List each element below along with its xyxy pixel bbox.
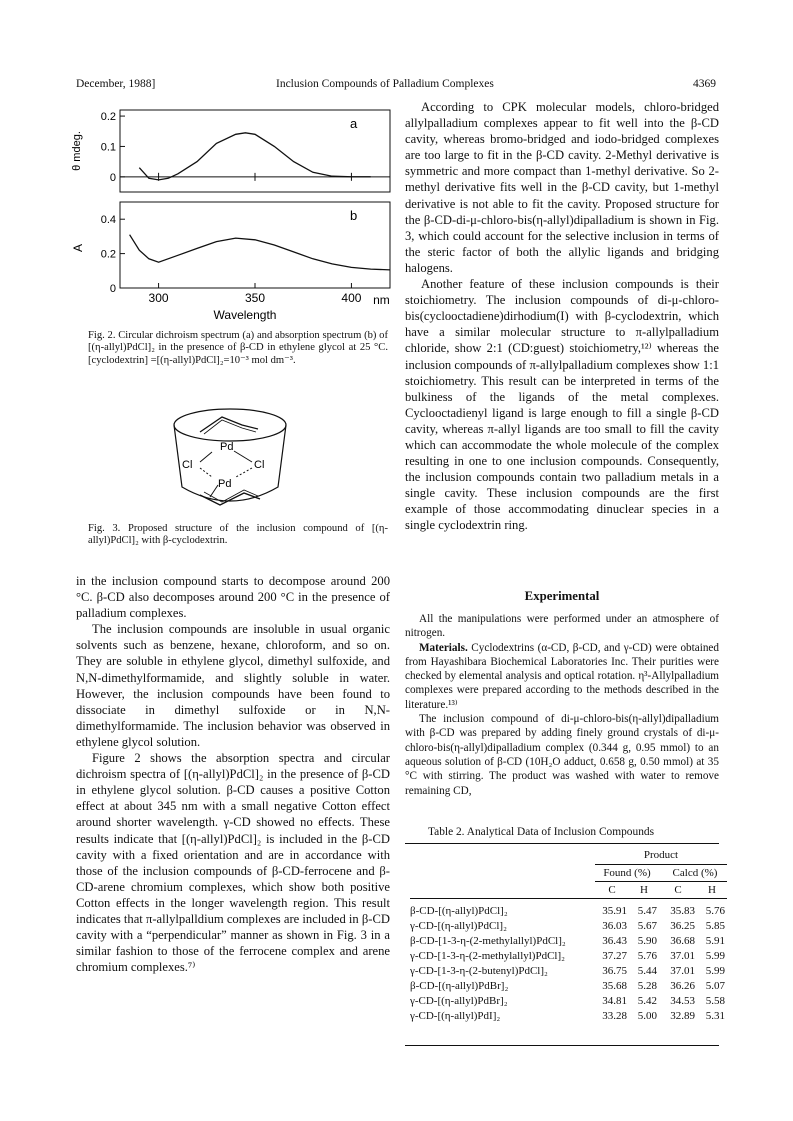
page-number: 4369 [693,78,716,90]
table-cell: 34.81 [602,994,627,1007]
paragraph: All the manipulations were performed under an atmosphere of nitrogen. [405,613,719,640]
table-cell: 37.01 [670,949,695,962]
pd-top-label: Pd [220,441,234,453]
table-cell: 37.01 [670,964,695,977]
table-cell: 5.76 [637,949,657,962]
right-column-text [405,99,719,534]
table-cell: 5.90 [637,934,657,947]
table-2 [410,847,727,1023]
col-h-found: H [640,883,648,896]
cl-left-label: Cl [182,459,193,471]
cl-right-label: Cl [254,459,265,471]
figure-3-structure [170,405,290,513]
y-axis-label: θ mdeg. [71,131,83,171]
figure-2-caption: Fig. 2. Circular dichroism spectrum (a) and absorption spectrum (b) of [(η-allyl)PdCl]₂ in the presence of β-CD in ethylene glycol at 25 °C. [cyclodextrin] =[(η-allyl)PdCl]₂=10⁻³ mol dm⁻³. [88,330,388,366]
compound-name: γ-CD-[(η-allyl)PdI]₂ [410,1009,501,1022]
col-c-found: C [608,883,616,896]
table-cell: 36.03 [602,919,627,932]
panel-label: b [350,208,358,223]
table-row [410,948,727,963]
table-row [410,918,727,933]
table-cell: 5.85 [705,919,725,932]
figure-2-spectra [60,100,400,325]
table-cell: 33.28 [602,1009,627,1022]
paragraph: Another feature of these inclusion compounds is their stoichiometry. The inclusion compounds of di-μ-chloro-bis(cyclooctadiene)dirhodium(I) with β-cyclodextrin, which have a similar molecular structure to π-allylpalladium chloride, show 2:1 (CD:guest) stoichiometry,¹²⁾ whereas the inclusion compounds of π-allylpalladium complexes show 1:1 stoichiometry. This result can be interpreted in terms of the bulkiness of the ligands of the metal complexes. Cyclooctadienyl ligand is large enough to fill a single β-CD cavity, whereas π-allyl ligands are too small to fill the cavity which can accommodate the whole molecule of the complex resulting in one to one inclusion compounds. Consequently, the inclusion compounds contain two palladium metals in a single cavity. These inclusion compounds are the first example of those accommodating dinuclear species in a single cyclodextrin ring. [405,277,719,533]
table-cell: 5.00 [637,1009,657,1022]
table-cell: 36.68 [670,934,695,947]
table-cell: 5.91 [705,934,725,947]
figure-3-caption: Fig. 3. Proposed structure of the inclusion compound of [(η-allyl)PdCl]₂ with β-cyclodextrin. [88,523,388,547]
col-c-calcd: C [674,883,682,896]
table-row [410,933,727,948]
x-unit-label: nm [373,293,390,307]
compound-name: γ-CD-[(η-allyl)PdBr]₂ [410,994,508,1007]
table-cell: 36.26 [670,979,695,992]
paragraph: The inclusion compounds are insoluble in usual organic solvents such as benzene, hexane, chloroform, and so on. They are soluble in ethylene glycol, dimethyl sulfoxide, and N,N-dimethylformamide, and slightly soluble in water. However, the inclusion compounds have been found to dissociate in dimethyl sulfoxide or in N,N-dimethylformamide. The inclusion behavior was observed in ethylene glycol solution. [76,622,390,749]
x-axis [149,283,390,322]
table-cell: 36.25 [670,919,695,932]
table-row [410,898,727,918]
table-cell: 5.76 [705,904,725,917]
table-top-rule [405,843,719,844]
table-cell: 35.68 [602,979,627,992]
table-cell: 5.58 [705,994,725,1007]
table-cell: 5.99 [705,964,725,977]
x-tick-label: 300 [148,291,169,305]
compound-name: β-CD-[1-3-η-(2-methylallyl)PdCl]₂ [410,934,566,947]
product-header: Product [595,847,727,864]
table-cell: 35.91 [602,904,627,917]
x-tick-label: 350 [244,291,266,305]
table-cell: 5.99 [705,949,725,962]
materials-label: Materials. [419,641,468,654]
paragraph: The inclusion compound of di-μ-chloro-bis(η-allyl)dipalladium with β-CD was prepared by adding finely ground crystals of di-μ-chloro-bis(η-allyl)dipalladium complex (0.344 g, 0.95 mmol) to an aqueous solution of β-CD (10H₂O adduct, 0.658 g, 0.50 mmol) at 35 °C with stirring. The product was washed with water to remove remaining CD, [405,713,719,797]
table-bottom-rule [405,1045,719,1046]
table-row [410,963,727,978]
experimental-heading: Experimental [524,589,600,603]
compound-name: β-CD-[(η-allyl)PdBr]₂ [410,979,509,992]
y-tick-label: 0 [109,171,116,184]
paragraph: According to CPK molecular models, chloro-bridged allylpalladium complexes appear to fit well into the β-CD cavity, whereas bromo-bridged and iodo-bridged complexes are too large to fit in the β-CD cavity. 2-Methyl derivative is symmetric and more compact than 1-methyl derivative. So 2-methyl derivative fits well in the β-CD cavity, but 1-methyl derivative is not able to fit the cavity. Proposed structure for the β-CD-di-μ-chloro-bis(η-allyl)dipalladium is shown in Fig. 3, which could account for the selective inclusion in terms of the steric factor of both the allylic ligands and bridging halogens. [405,100,719,275]
paragraph: Figure 2 shows the absorption spectra and circular dichroism spectra of [(η-allyl)PdCl]₂ in the presence of β-CD in ethylene glycol solution. β-CD causes a positive Cotton effect at about 345 nm with a small negative Cotton effect around shorter wavelength. γ-CD showed no effects. These results indicate that [(η-allyl)PdCl]₂ is included in the β-CD cavity with a fixed orientation and are in accordance with those of the inclusion compounds of β-CD-ferrocene and β-CD-arene chromium complexes, which show both positive Cotton effects in the longer wavelength region. This result indicates that π-allylpalldium complexes are included in β-CD cavity with a “perpendicular” manner as shown in Fig. 3 in a similar fashion to those of the ferrocene complex and arene chromium complexes.⁷⁾ [76,751,390,975]
y-tick-label: 0.1 [100,141,116,154]
pd-bottom-label: Pd [218,478,232,490]
y-axis-label: A [71,243,85,253]
table-row [410,993,727,1008]
table-cell: 36.43 [602,934,627,947]
compound-name: γ-CD-[1-3-η-(2-methylallyl)PdCl]₂ [410,949,565,962]
table-cell: 5.47 [637,904,657,917]
table-row [410,1008,727,1023]
compound-name: β-CD-[(η-allyl)PdCl]₂ [410,904,508,917]
paragraph: in the inclusion compound starts to decompose around 200 °C. β-CD also decomposes around 200 °C in the presence of palladium complexes. [76,574,390,621]
cd-spectrum-panel [71,110,390,192]
calcd-header: Calcd (%) [659,864,727,881]
table-cell: 5.42 [637,994,657,1007]
experimental-text [405,612,719,798]
panel-label: a [350,116,358,131]
y-tick-label: 0.2 [100,248,116,261]
table-cell: 5.44 [637,964,657,977]
left-column-text [76,573,390,975]
y-tick-label: 0.4 [100,214,116,227]
table-cell: 32.89 [670,1009,695,1022]
y-tick-label: 0.2 [100,111,116,124]
table-cell: 37.27 [602,949,627,962]
table-cell: 35.83 [670,904,695,917]
paragraph [405,641,719,712]
compound-name: γ-CD-[1-3-η-(2-butenyl)PdCl]₂ [410,964,548,977]
x-axis-label: Wavelength [213,308,277,322]
table-2-title: Table 2. Analytical Data of Inclusion Compounds [428,826,655,838]
x-tick-label: 400 [341,291,362,305]
series-line [130,235,390,270]
y-tick-label: 0 [109,283,116,295]
table-cell: 5.31 [705,1009,725,1022]
materials-text: Cyclodextrins (α-CD, β-CD, and γ-CD) were obtained from Hayashibara Biochemical Laboratories Inc. Their purities were checked by elemental analysis and optical rotation. η³-Allylpalladium complexes were prepared according to the methods described in the literature.¹³⁾ [405,641,719,711]
compound-name: γ-CD-[(η-allyl)PdCl]₂ [410,919,507,932]
col-h-calcd: H [708,883,716,896]
found-header: Found (%) [595,864,659,881]
table-cell: 34.53 [670,994,695,1007]
running-header-title: Inclusion Compounds of Palladium Complexes [276,78,494,90]
table-cell: 5.28 [637,979,657,992]
table-row [410,978,727,993]
absorption-spectrum-panel [71,202,390,295]
table-cell: 36.75 [602,964,627,977]
running-header-date: December, 1988] [76,78,156,90]
table-cell: 5.67 [637,919,657,932]
table-cell: 5.07 [705,979,725,992]
